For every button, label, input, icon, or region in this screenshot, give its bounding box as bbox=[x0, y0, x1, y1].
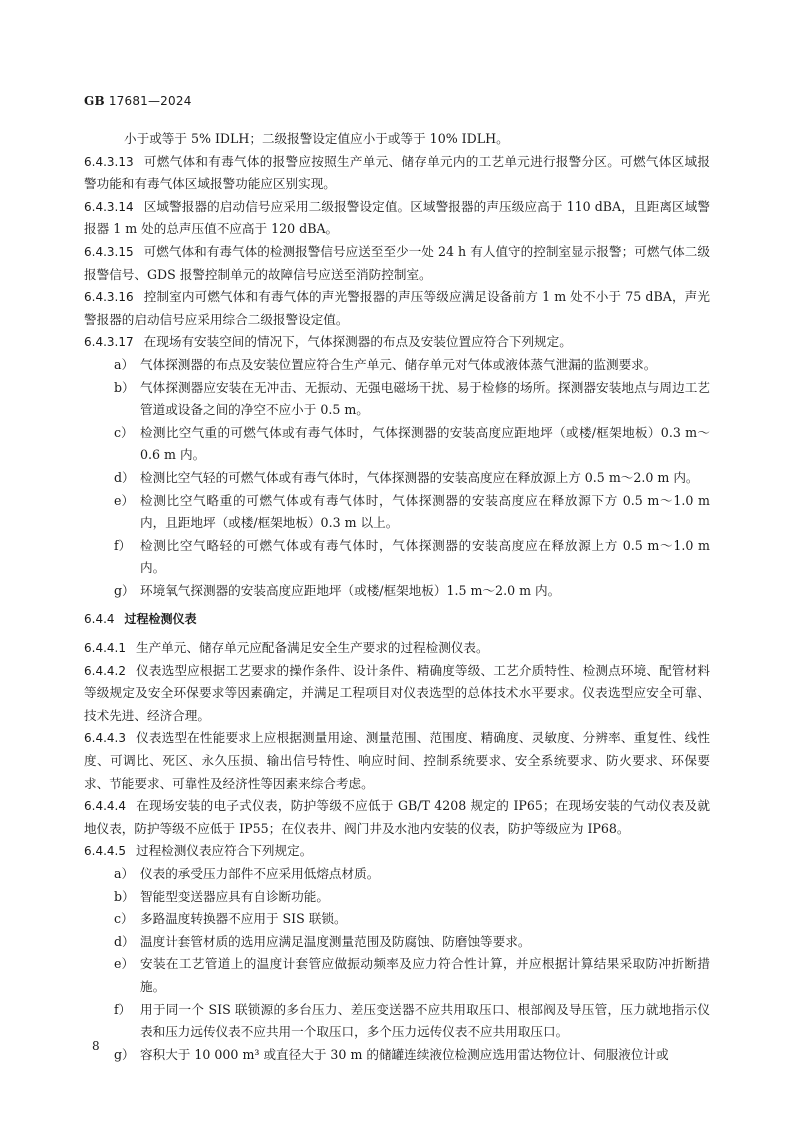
item-label: a） bbox=[114, 356, 135, 372]
clause-text: 可燃气体和有毒气体的报警应按照生产单元、储存单元内的工艺单元进行报警分区。可燃气体区域报警功能和有毒气体区域报警功能应区别实现。 bbox=[84, 153, 710, 192]
clause-text: 过程检测仪表应符合下列规定。 bbox=[135, 843, 313, 859]
list-item bbox=[84, 354, 710, 377]
clause-number: 6.4.4.5 bbox=[84, 844, 126, 859]
item-text: 仪表的承受压力部件不应采用低熔点材质。 bbox=[140, 866, 380, 881]
clause-6-4-4-1 bbox=[84, 637, 710, 660]
item-text: 温度计套管材质的选用应满足温度测量范围及防腐蚀、防磨蚀等要求。 bbox=[140, 933, 531, 949]
list-item bbox=[84, 535, 710, 580]
clause-number: 6.4.3.13 bbox=[84, 154, 134, 169]
item-label: g） bbox=[114, 582, 135, 598]
clause-6-4-4-3 bbox=[84, 727, 710, 795]
clause-6-4-4-4 bbox=[84, 795, 710, 840]
item-label: e） bbox=[114, 956, 135, 972]
list-item bbox=[84, 886, 710, 909]
section-number: 6.4.4 bbox=[84, 612, 115, 627]
clause-text: 控制室内可燃气体和有毒气体的声光警报器的声压等级应满足设备前方 1 m 处不小于 75 dBA，声光警报器的启动信号应采用综合二级报警设定值。 bbox=[84, 289, 710, 327]
clause-number: 6.4.3.17 bbox=[84, 335, 134, 350]
clause-number: 6.4.3.15 bbox=[84, 244, 134, 259]
item-text: 智能型变送器应具有自诊断功能。 bbox=[140, 888, 329, 904]
clause-text: 在现场有安装空间的情况下，气体探测器的布点及安装位置应符合下列规定。 bbox=[143, 334, 572, 350]
item-text: 多路温度转换器不应用于 SIS 联锁。 bbox=[140, 911, 347, 927]
item-text: 用于同一个 SIS 联锁源的多台压力、差压变送器不应共用取压口、根部阀及导压管，压力就地指示仪表和压力远传仪表不应共用一个取压口，多个压力远传仪表不应共用取压口。 bbox=[140, 1001, 710, 1040]
item-label: f） bbox=[114, 537, 132, 553]
list-6-4-4-5 bbox=[84, 863, 710, 1066]
list-item bbox=[84, 931, 710, 954]
clause-text: 在现场安装的电子式仪表，防护等级不应低于 GB/T 4208 规定的 IP65；在现场安装的气动仪表及就地仪表，防护等级不应低于 IP55；在仪表井、阀门井及水池内安装的仪表，防护等级应为 IP68。 bbox=[84, 798, 710, 836]
section-heading-6-4-4 bbox=[84, 608, 710, 631]
standard-prefix: GB bbox=[84, 94, 105, 108]
list-item bbox=[84, 999, 710, 1044]
clause-text: 仪表选型在性能要求上应根据测量用途、测量范围、范围度、精确度、灵敏度、分辨率、重复性、线性度、可调比、死区、永久压损、输出信号特性、响应时间、控制系统要求、安全系统要求、防火要求、环保要求、节能要求、可靠性及经济性等因素来综合考虑。 bbox=[84, 730, 710, 791]
item-text: 检测比空气重的可燃气体或有毒气体时，气体探测器的安装高度应距地坪（或楼/框架地板）0.3 m～0.6 m 内。 bbox=[140, 424, 710, 463]
clause-text: 仪表选型应根据工艺要求的操作条件、设计条件、精确度等级、工艺介质特性、检测点环境、配管材料等级规定及安全环保要求等因素确定，并满足工程项目对仪表选型的总体技术水平要求。仪表选型应安全可靠、技术先进、经济合理。 bbox=[84, 662, 710, 723]
list-item bbox=[84, 863, 710, 886]
clause-6-4-3-16 bbox=[84, 286, 710, 331]
list-item bbox=[84, 422, 710, 467]
clause-number: 6.4.4.3 bbox=[84, 731, 126, 746]
item-text: 检测比空气轻的可燃气体或有毒气体时，气体探测器的安装高度应在释放源上方 0.5 m～2.0 m 内。 bbox=[140, 469, 699, 485]
document-body bbox=[84, 128, 710, 1066]
item-text: 气体探测器应安装在无冲击、无振动、无强电磁场干扰、易于检修的场所。探测器安装地点与周边工艺管道或设备之间的净空不应小于 0.5 m。 bbox=[140, 379, 710, 418]
item-label: e） bbox=[114, 492, 135, 508]
item-text: 环境氧气探测器的安装高度应距地坪（或楼/框架地板）1.5 m～2.0 m 内。 bbox=[140, 582, 561, 598]
section-title: 过程检测仪表 bbox=[124, 612, 197, 627]
clause-number: 6.4.4.1 bbox=[84, 641, 126, 656]
list-item bbox=[84, 377, 710, 422]
clause-text: 区域警报器的启动信号应采用二级报警设定值。区域警报器的声压级应高于 110 dBA，且距离区域警报器 1 m 处的总声压值不应高于 120 dBA。 bbox=[84, 198, 710, 237]
clause-number: 6.4.4.4 bbox=[84, 799, 126, 814]
clause-6-4-3-15 bbox=[84, 241, 710, 286]
page-header bbox=[84, 94, 192, 108]
item-text: 检测比空气略重的可燃气体或有毒气体时，气体探测器的安装高度应在释放源下方 0.5 m～1.0 m 内，且距地坪（或楼/框架地板）0.3 m 以上。 bbox=[140, 492, 710, 531]
item-label: g） bbox=[114, 1046, 135, 1062]
item-text: 检测比空气略轻的可燃气体或有毒气体时，气体探测器的安装高度应在释放源上方 0.5 m～1.0 m 内。 bbox=[140, 537, 710, 576]
item-label: c） bbox=[114, 911, 134, 927]
item-label: a） bbox=[114, 866, 135, 881]
clause-number: 6.4.3.16 bbox=[84, 290, 134, 305]
continued-paragraph: 小于或等于 5% IDLH；二级报警设定值应小于或等于 10% IDLH。 bbox=[124, 131, 509, 146]
item-label: f） bbox=[114, 1001, 132, 1017]
list-item bbox=[84, 467, 710, 490]
item-label: c） bbox=[114, 424, 134, 440]
standard-number: 17681—2024 bbox=[108, 94, 192, 108]
clause-6-4-4-2 bbox=[84, 660, 710, 728]
list-item bbox=[84, 580, 710, 603]
list-item bbox=[84, 490, 710, 535]
clause-6-4-4-5 bbox=[84, 840, 710, 863]
clause-number: 6.4.4.2 bbox=[84, 663, 126, 678]
list-item bbox=[84, 1044, 710, 1067]
list-item bbox=[84, 953, 710, 998]
item-text: 气体探测器的布点及安装位置应符合生产单元、储存单元对气体或液体蒸气泄漏的监测要求。 bbox=[140, 356, 657, 372]
clause-6-4-3-14 bbox=[84, 196, 710, 241]
page-number: 8 bbox=[92, 1039, 100, 1053]
item-label: d） bbox=[114, 933, 135, 949]
clause-text: 可燃气体和有毒气体的检测报警信号应送至至少一处 24 h 有人值守的控制室显示报警；可燃气体二级报警信号、GDS 报警控制单元的故障信号应送至消防控制室。 bbox=[84, 243, 710, 282]
item-label: d） bbox=[114, 469, 135, 485]
clause-number: 6.4.3.14 bbox=[84, 199, 134, 214]
item-label: b） bbox=[114, 379, 135, 395]
list-6-4-3-17 bbox=[84, 354, 710, 603]
item-text: 容积大于 10 000 m³ 或直径大于 30 m 的储罐连续液位检测应选用雷达物位计、伺服液位计或 bbox=[140, 1046, 669, 1062]
clause-6-4-3-17 bbox=[84, 331, 710, 354]
item-text: 安装在工艺管道上的温度计套管应做振动频率及应力符合性计算，并应根据计算结果采取防冲折断措施。 bbox=[140, 956, 710, 994]
clause-6-4-3-13 bbox=[84, 151, 710, 196]
list-item bbox=[84, 908, 710, 931]
item-label: b） bbox=[114, 888, 135, 904]
clause-text: 生产单元、储存单元应配备满足安全生产要求的过程检测仪表。 bbox=[135, 640, 489, 656]
